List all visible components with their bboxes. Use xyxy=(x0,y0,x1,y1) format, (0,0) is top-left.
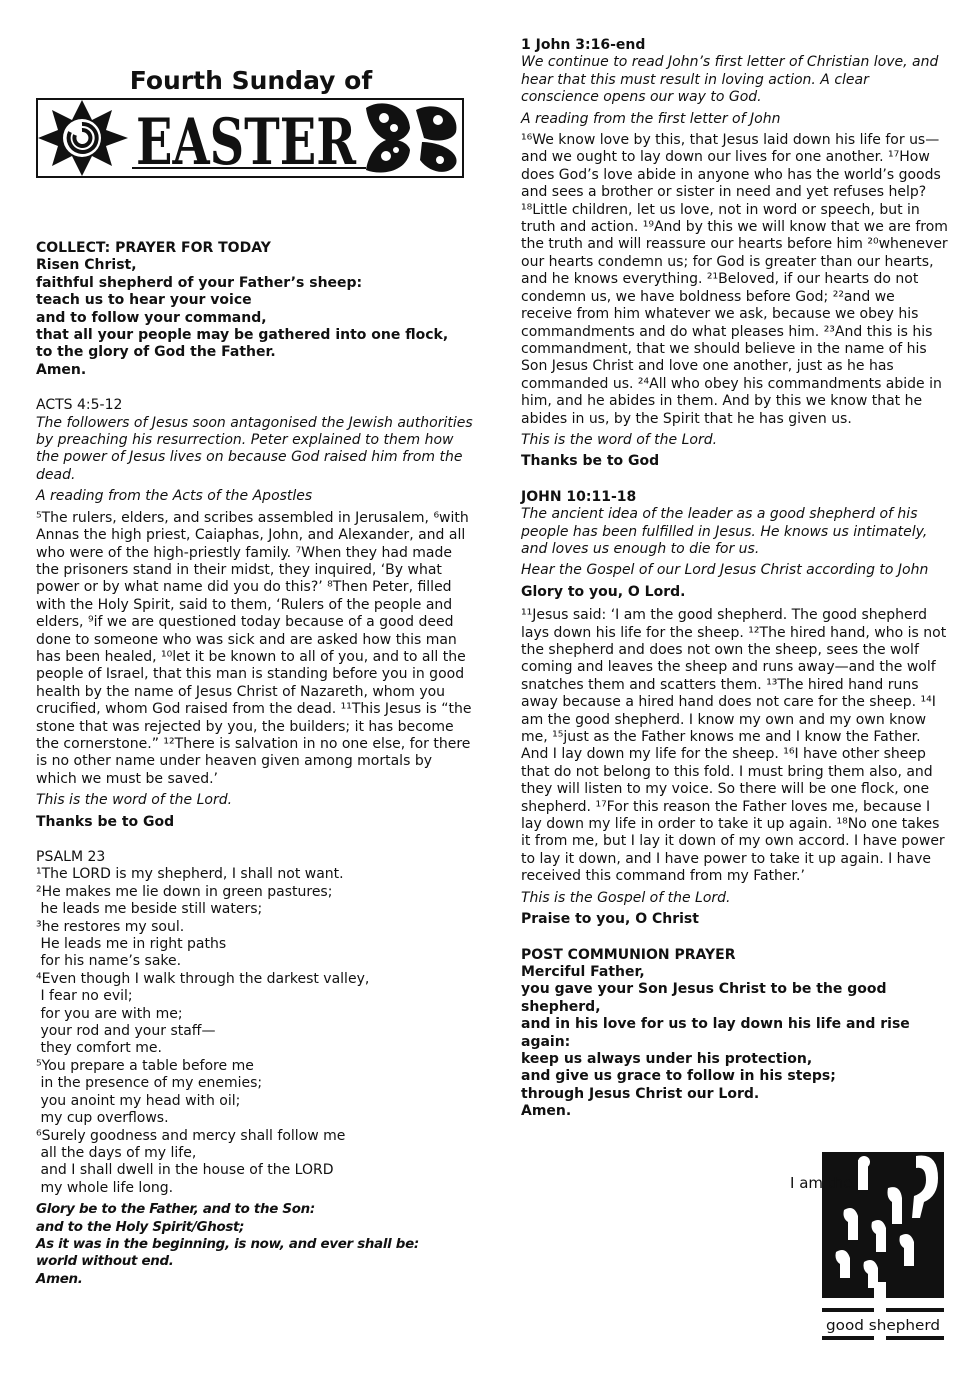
postcommunion-line: and in his love for us to lay down his life and rise again: xyxy=(521,1016,910,1050)
gospel-response-call: This is the Gospel of the Lord. xyxy=(521,889,731,906)
banner-word: EASTER xyxy=(136,105,357,178)
acts-text: ⁵The rulers, elders, and scribes assembled in Jerusalem, ⁶with Annas the high priest, Caiaphas, John, and Alexander, and all who were of the high-priestly family. ⁷When they had made the prisoners stand in their midst, they inquired, ‘By what power or by what name did you do this?’ ⁸Then Peter, filled with the Holy Spirit, said to them, ‘Rulers of the people and elders, ⁹if we are questioned today because of a good deed done to someone who was sick and are asked how this man has been healed, ¹⁰let it be known to all of you, and to all the people of Israel, that this man is standing before you in good health by the name of Jesus Christ of Nazareth, whom you crucified, whom God raised from the dead. ¹¹This Jesus is “the stone that was rejected by you, the builders; it has become the cornerstone.” ¹²There is salvation in no one else, for there is no other name under heaven given among mortals by which we must be saved.’ xyxy=(36,509,472,787)
psalm-line: my cup overflows. xyxy=(36,1110,169,1127)
psalm-line: ⁴Even though I walk through the darkest valley, xyxy=(36,970,370,987)
acts-response: Thanks be to God xyxy=(36,813,175,830)
psalm-verses xyxy=(36,866,476,1197)
psalm-line: for his name’s sake. xyxy=(36,953,182,970)
collect-line: teach us to hear your voice xyxy=(36,292,252,309)
psalm-line: my whole life long. xyxy=(36,1179,174,1196)
gloria xyxy=(36,1201,476,1288)
psalm-line: I fear no evil; xyxy=(36,988,133,1005)
epistle-reading-from: A reading from the first letter of John xyxy=(521,110,781,127)
collect-line: to the glory of God the Father. xyxy=(36,344,276,361)
psalm-line: your rod and your staff— xyxy=(36,1023,216,1040)
gospel-reading-from: Hear the Gospel of our Lord Jesus Christ according to John xyxy=(521,562,929,579)
left-column xyxy=(36,66,476,1288)
psalm-line: ¹The LORD is my shepherd, I shall not want. xyxy=(36,866,344,883)
gospel-heading: JOHN 10:11-18 xyxy=(521,488,637,505)
psalm-line: and I shall dwell in the house of the LORD xyxy=(36,1162,334,1179)
postcommunion-line: Merciful Father, xyxy=(521,963,645,980)
gospel-intro: The ancient idea of the leader as a good shepherd of his people has been fulfilled in Jesus. He knows us intimately, and loves us enough to die for us. xyxy=(521,506,928,557)
gospel-response: Praise to you, O Christ xyxy=(521,911,699,928)
collect-line: Risen Christ, xyxy=(36,257,137,274)
acts-heading: ACTS 4:5-12 xyxy=(36,397,123,414)
gloria-line: and to the Holy Spirit/Ghost; xyxy=(36,1219,245,1235)
psalm-line: He leads me in right paths xyxy=(36,936,227,953)
psalm-line: in the presence of my enemies; xyxy=(36,1075,263,1092)
good-shepherd-artwork xyxy=(788,1152,944,1340)
acts-intro: The followers of Jesus soon antagonised the Jewish authorities by preaching his resurrection. Peter explained to them how the power of Jesus lives on because God raised him from the dead. xyxy=(36,414,473,483)
collect-line: Amen. xyxy=(36,361,87,378)
gloria-line: Amen. xyxy=(36,1271,83,1287)
psalm-line: you anoint my head with oil; xyxy=(36,1092,241,1109)
postcommunion-line: and give us grace to follow in his steps; xyxy=(521,1068,836,1085)
collect-line: that all your people may be gathered into one flock, xyxy=(36,327,449,344)
postcommunion-line: you gave your Son Jesus Christ to be the good shepherd, xyxy=(521,981,887,1015)
acts-reading-from: A reading from the Acts of the Apostles xyxy=(36,488,313,505)
psalm-line: ⁶Surely goodness and mercy shall follow me xyxy=(36,1127,346,1144)
psalm-line: they comfort me. xyxy=(36,1040,162,1057)
collect-line: and to follow your command, xyxy=(36,309,267,326)
postcommunion-line: through Jesus Christ our Lord. xyxy=(521,1085,760,1102)
psalm-line: ³he restores my soul. xyxy=(36,918,185,935)
acts-response-call: This is the word of the Lord. xyxy=(36,792,233,809)
gloria-line: world without end. xyxy=(36,1254,174,1270)
page-title: Fourth Sunday of xyxy=(129,66,373,95)
epistle-response-call: This is the word of the Lord. xyxy=(521,431,718,448)
psalm-heading: PSALM 23 xyxy=(36,849,106,865)
epistle-intro: We continue to read John’s first letter of Christian love, and hear that this must result in loving action. A clear conscience opens our way to God. xyxy=(521,54,939,106)
epistle-heading: 1 John 3:16-end xyxy=(521,37,646,53)
epistle-response: Thanks be to God xyxy=(521,453,660,470)
gospel-text: ¹¹Jesus said: ‘I am the good shepherd. The good shepherd lays down his life for the sheep. ¹²The hired hand, who is not the shepherd and does not own the sheep, sees the wolf coming and leaves the sheep and runs away—and the wolf snatches them and scatters them. ¹³The hired hand runs away because a hired hand does not care for the sheep. ¹⁴I am the good shepherd. I know my own and my own know me, ¹⁵just as the Father knows me and I know the Father. And I lay down my life for the sheep. ¹⁶I have other sheep that do not belong to this fold. I must bring them also, and they will listen to my voice. So there will be one flock, one shepherd. ¹⁷For this reason the Father loves me, because I lay down my life in order to take it up again. ¹⁸No one takes it from me, but I lay it down of my own accord. I have power to lay it down, and I have power to take it up again. I have received this command from my Father.’ xyxy=(521,607,947,885)
collect-line: faithful shepherd of your Father’s sheep: xyxy=(36,274,363,291)
artwork-bottom-text-visible: good shepherd xyxy=(826,1318,940,1334)
psalm-line: ⁵You prepare a table before me xyxy=(36,1057,254,1074)
collect-heading: COLLECT: PRAYER FOR TODAY xyxy=(36,240,271,256)
postcommunion-line: keep us always under his protection, xyxy=(521,1050,813,1067)
artwork-top-text: I am the xyxy=(790,1174,853,1192)
psalm-line: ²He makes me lie down in green pastures; xyxy=(36,883,333,900)
epistle-text: ¹⁶We know love by this, that Jesus laid down his life for us—and we ought to lay down our lives for one another. ¹⁷How does God’s love abide in anyone who has the world’s goods and sees a brother or sister in need and yet refuses help? ¹⁸Little children, let us love, not in word or speech, but in truth and action. ¹⁹And by this we will know that we are from the truth and will reassure our hearts before him ²⁰whenever our hearts condemn us; for God is greater than our hearts, and he knows everything. ²¹Beloved, if our hearts do not condemn us, we have boldness before God; ²²and we receive from him whatever we ask, because we obey his commandments and do what pleases him. ²³And this is his commandment, that we should believe in the name of his Son Jesus Christ and love one another, just as he has commanded us. ²⁴All who obey his commandments abide in him, and he abides in them. And by this we know that he abides in us, by the Spirit that he has given us. xyxy=(521,132,948,427)
postcommunion-heading: POST COMMUNION PRAYER xyxy=(521,946,736,963)
right-column xyxy=(521,37,949,1121)
psalm-line: all the days of my life, xyxy=(36,1144,197,1161)
gloria-line: Glory be to the Father, and to the Son: xyxy=(36,1202,315,1218)
gospel-acclamation: Glory to you, O Lord. xyxy=(521,583,686,600)
postcommunion-line: Amen. xyxy=(521,1103,572,1120)
psalm-line: he leads me beside still waters; xyxy=(36,901,263,918)
gloria-line: As it was in the beginning, is now, and ever shall be: xyxy=(36,1236,419,1252)
psalm-line: for you are with me; xyxy=(36,1005,183,1022)
easter-banner xyxy=(36,98,464,178)
